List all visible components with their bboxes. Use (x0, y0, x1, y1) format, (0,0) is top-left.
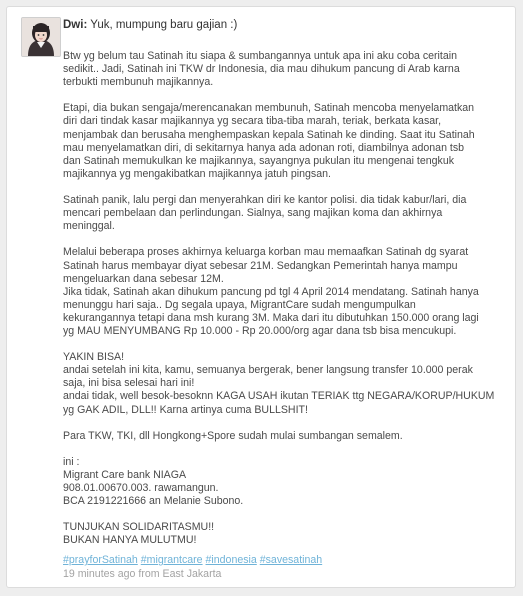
post-text-line: YAKIN BISA! (63, 351, 125, 364)
post-text-line: saja, ini bisa selesai hari ini! (63, 377, 195, 390)
post-text-line: terbukti membunuh majikannya. (63, 76, 214, 89)
post-text-line: TUNJUKAN SOLIDARITASMU!! (63, 521, 215, 534)
hashtag-link[interactable]: #migrantcare (140, 554, 203, 566)
post-header (63, 19, 237, 31)
post-text-line: dan Satinah memukulkan ke majikannya, sayangnya pukulan itu mengenai tengkuk (63, 154, 455, 167)
post-body (63, 50, 503, 561)
post-text-line: 908.01.00670.003. rawamangun. (63, 482, 219, 495)
post-text-line: Satinah harus membayar diyat sebesar 21M. Sedangkan Pemerintah hanya mampu (63, 259, 458, 272)
post-card (6, 6, 516, 588)
post-text-line: ini : (63, 455, 80, 468)
post-paragraph (63, 194, 503, 233)
post-paragraph (63, 246, 503, 338)
post-text-line: yg MAU MENYUMBANG Rp 10.000 - Rp 20.000/org agar dana tsb bisa mencukupi. (63, 324, 457, 337)
post-text-line: Para TKW, TKI, dll Hongkong+Spore sudah mulai sumbangan semalem. (63, 429, 403, 442)
post-text-line: kekurangannya tetapi dana msh kurang 3M. Maka dari itu dibutuhkan 150.000 orang lagi (63, 311, 479, 324)
post-paragraph (63, 430, 503, 443)
post-text-line: Satinah panik, lalu pergi dan menyerahkan diri ke kantor polisi. dia tidak kabur/lari, dia (63, 194, 467, 207)
from-label: from (138, 568, 160, 580)
hashtag-list (63, 554, 322, 567)
author-name[interactable]: Dwi: (63, 19, 88, 31)
post-paragraph (63, 50, 503, 89)
post-text-line: yg GAK ADIL, DLL!! Karna artinya cuma BULLSHIT! (63, 403, 308, 416)
post-paragraph (63, 102, 503, 181)
post-first-line: Yuk, mumpung baru gajian :) (90, 19, 238, 31)
post-text-line: BCA 2191221666 an Melanie Subono. (63, 495, 244, 508)
post-text-line: andai tidak, well besok-besoknn KAGA USAH ikutan TERIAK ttg NEGARA/KORUP/HUKUM (63, 390, 495, 403)
post-text-line: diri dari tindak kasar majikannya yg secara tiba-tiba marah, teriak, berkata kasar, (63, 115, 442, 128)
post-text-line: Migrant Care bank NIAGA (63, 469, 187, 481)
post-text-line: mau menyelamatkan diri, di sekitarnya hanya ada adonan roti, diambilnya adonan tsb (63, 141, 465, 154)
post-text-line: mencari pembelaan dan perlindungan. Sialnya, sang majikan koma dan akhirnya (63, 207, 443, 220)
post-text-line: sedikit.. Jadi, Satinah ini TKW dr Indonesia, dia mau dihukum pancung di Arab karna (63, 63, 460, 76)
hashtag-link[interactable]: #prayforSatinah (63, 554, 138, 566)
post-text-line: Jika tidak, Satinah akan dihukum pancung pd tgl 4 April 2014 mendatang. Satinah hanya (63, 285, 479, 298)
post-text-line: meninggal. (63, 220, 115, 233)
post-paragraph (63, 456, 503, 508)
post-text-line: Btw yg belum tau Satinah itu siapa & sumbangannya untuk apa ini aku coba ceritain (63, 50, 457, 62)
post-text-line: Melalui beberapa proses akhirnya keluarga korban mau memaafkan Satinah dg syarat (63, 246, 469, 259)
post-paragraph (63, 351, 503, 416)
post-text-line: menjambak dan berusaha menghempaskan kepala Satinah ke dinding. Saat itu Satinah (63, 128, 475, 141)
hashtag-link[interactable]: #indonesia (205, 554, 257, 566)
post-paragraph (63, 521, 503, 547)
avatar-image (22, 18, 60, 56)
post-text-line: BUKAN HANYA MULUTMU! (63, 534, 197, 547)
timestamp[interactable]: 19 minutes ago (63, 568, 136, 580)
post-text-line: mengeluarkan dana sebesar 12M. (63, 272, 224, 285)
post-text-line: menunggu hari saja.. Dg segala upaya, MigrantCare sudah mengumpulkan (63, 298, 416, 311)
location[interactable]: East Jakarta (162, 568, 222, 580)
hashtag-link[interactable]: #savesatinah (259, 554, 323, 566)
post-text-line: andai setelah ini kita, kamu, semuanya bergerak, bener langsung transfer 10.000 perak (63, 364, 473, 377)
avatar[interactable] (21, 17, 61, 57)
post-meta (63, 568, 221, 580)
post-text-line: majikannya yg mengakibatkan majikannya jatuh pingsan. (63, 167, 331, 180)
post-text-line: Etapi, dia bukan sengaja/merencanakan membunuh, Satinah mencoba menyelamatkan (63, 102, 475, 115)
